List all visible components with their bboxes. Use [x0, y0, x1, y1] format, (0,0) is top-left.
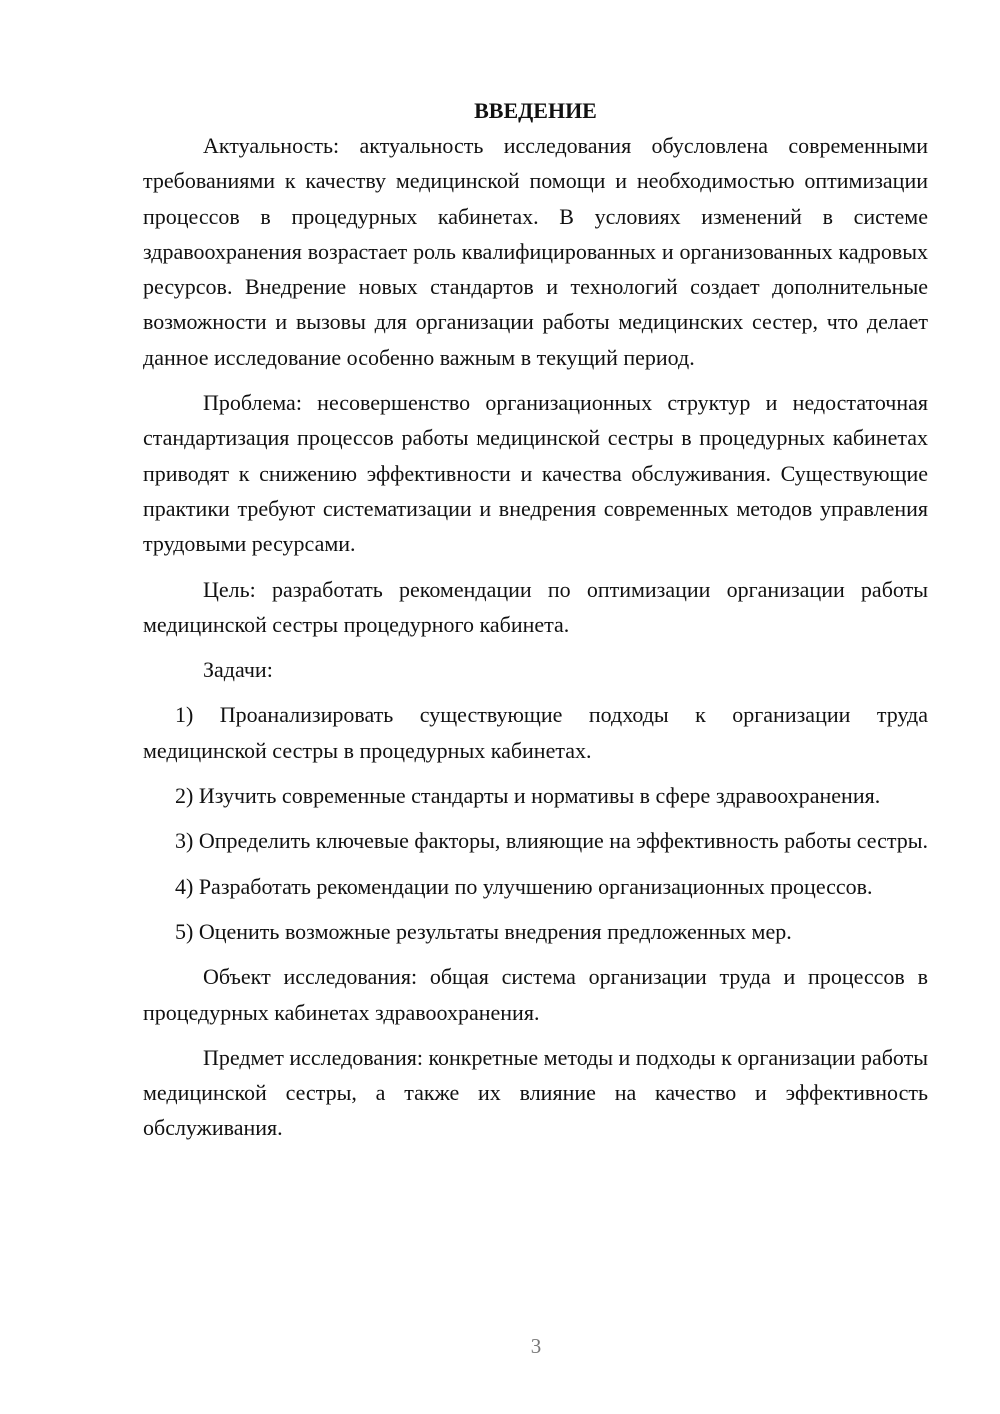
- task-item-4: 4) Разработать рекомендации по улучшению организационных процессов.: [175, 873, 873, 899]
- document-page: [143, 93, 928, 1146]
- section-title: ВВЕДЕНИЕ: [474, 98, 597, 123]
- page-number: 3: [530, 1334, 542, 1358]
- task-item-5: 5) Оценить возможные результаты внедрения предложенных мер.: [175, 918, 792, 944]
- task-item-1: 1) Проанализировать существующие подходы к организации труда медицинской сестры в процедурных кабинетах.: [143, 702, 928, 763]
- tasks-heading: Задачи:: [203, 657, 273, 683]
- task-item-2: 2) Изучить современные стандарты и нормативы в сфере здравоохранения.: [175, 783, 881, 809]
- object-paragraph: Объект исследования: общая система организации труда и процессов в процедурных кабинетах здравоохранения.: [143, 964, 928, 1025]
- goal-paragraph: Цель: разработать рекомендации по оптимизации организации работы медицинской сестры процедурного кабинета.: [143, 576, 928, 637]
- subject-paragraph: Предмет исследования: конкретные методы и подходы к организации работы медицинской сестры, а также их влияние на качество и эффективность обслуживания.: [143, 1044, 929, 1141]
- problem-paragraph: Проблема: несовершенство организационных структур и недостаточная стандартизация процессов работы медицинской сестры в процедурных кабинетах приводят к снижению эффективности и качества обслуживания. Существующие практики требуют систематизации и внедрения современных методов управления трудовыми ресурсами.: [143, 390, 928, 557]
- task-item-3: 3) Определить ключевые факторы, влияющие на эффективность работы сестры.: [175, 828, 928, 854]
- relevance-paragraph: Актуальность: актуальность исследования обусловлена современными требованиями к качеству медицинской помощи и необходимостью оптимизации процессов в процедурных кабинетах. В условиях изменений в системе здравоохранения возрастает роль квалифицированных и организованных кадровых ресурсов. Внедрение новых стандартов и технологий создает дополнительные возможности и вызовы для организации работы медицинских сестер, что делает данное исследование особенно важным в текущий период.: [143, 133, 928, 370]
